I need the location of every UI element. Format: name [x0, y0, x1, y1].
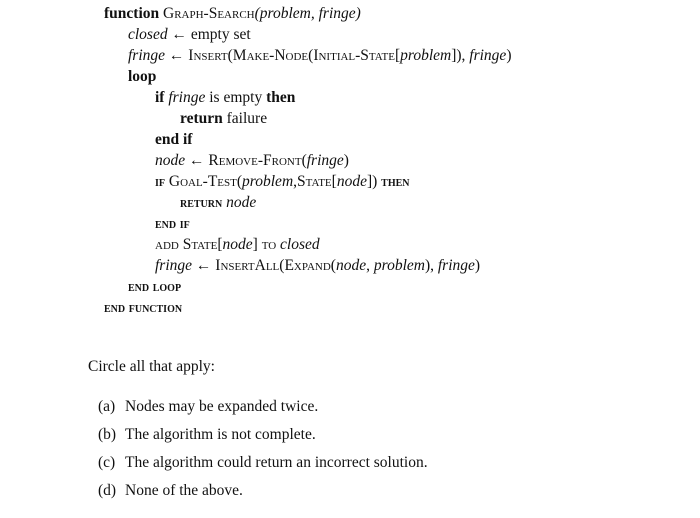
fringe-arg: fringe — [306, 152, 344, 169]
problem-arg: problem — [242, 173, 294, 190]
state-fn: State — [297, 173, 332, 190]
state-fn: State — [182, 236, 218, 253]
return-keyword: return — [180, 110, 223, 127]
node-arg: node — [335, 257, 367, 274]
expand-fn: Expand — [284, 257, 331, 274]
function-name: Graph-Search — [163, 5, 255, 22]
then-keyword: then — [266, 89, 296, 106]
end-if-keyword: end if — [155, 131, 193, 148]
fringe-var: fringe — [155, 257, 193, 274]
end-function-keyword: end function — [104, 300, 183, 316]
option-label: (b) — [98, 426, 117, 443]
if-keyword: if — [155, 174, 165, 190]
to-keyword: to — [261, 236, 277, 253]
is-empty-text: is empty — [209, 89, 263, 106]
option-text: Nodes may be expanded twice. — [125, 398, 319, 415]
option-a[interactable] — [98, 397, 318, 417]
problem-arg: problem — [373, 257, 425, 274]
node-value: node — [226, 194, 257, 211]
closed-var: closed — [128, 26, 168, 43]
option-label: (c) — [98, 454, 116, 471]
option-d[interactable] — [98, 481, 243, 501]
option-c[interactable] — [98, 453, 428, 473]
algo-line-goal-test: if Goal-Test(problem,State[node]) then — [155, 173, 410, 190]
assign-arrow: ← — [195, 257, 212, 274]
option-label: (a) — [98, 398, 116, 415]
add-keyword: add — [155, 236, 179, 253]
problem-arg: problem — [400, 47, 452, 64]
empty-set: empty set — [190, 26, 251, 43]
question-prompt: Circle all that apply: — [88, 358, 215, 375]
fringe-arg: fringe — [469, 47, 507, 64]
end-loop-keyword: end loop — [128, 279, 182, 295]
insert-fn: Insert — [188, 47, 228, 64]
make-node-fn: Make-Node — [232, 47, 309, 64]
algo-line-return-node — [180, 193, 256, 213]
option-text: The algorithm is not complete. — [125, 426, 316, 443]
fringe-var: fringe — [168, 89, 206, 106]
then-keyword: then — [381, 174, 410, 190]
closed-target: closed — [280, 236, 320, 253]
node-arg: node — [336, 173, 367, 190]
algo-line-fringe-init: fringe ← Insert(Make-Node(Initial-State[problem]), fringe) — [128, 47, 512, 64]
function-args: (problem, fringe) — [254, 5, 361, 22]
algo-header — [104, 4, 361, 24]
assign-arrow: ← — [171, 26, 187, 43]
return-keyword: return — [180, 195, 223, 211]
option-b[interactable] — [98, 425, 316, 445]
algo-line-add: add State[node] to closed — [155, 236, 320, 253]
initial-state-fn: Initial-State — [313, 47, 395, 64]
fringe-var: fringe — [128, 47, 166, 64]
assign-arrow: ← — [168, 47, 185, 64]
assign-arrow: ← — [189, 152, 205, 169]
option-text: The algorithm could return an incorrect solution. — [125, 454, 428, 471]
option-label: (d) — [98, 482, 117, 499]
insertall-fn: InsertAll — [215, 257, 280, 274]
algo-line-return-failure — [180, 109, 267, 129]
remove-front-fn: Remove-Front — [208, 152, 302, 169]
option-text: None of the above. — [125, 482, 243, 499]
end-if-upper-keyword: end if — [155, 216, 190, 232]
algo-line-fringe-insertall: fringe ← InsertAll(Expand(node, problem), fringe) — [155, 257, 481, 274]
loop-keyword: loop — [128, 68, 157, 85]
failure-value: failure — [226, 110, 268, 127]
goal-test-fn: Goal-Test — [168, 173, 237, 190]
algo-line-node: node ← Remove-Front(fringe) — [155, 152, 349, 169]
algo-line-closed — [128, 25, 251, 45]
fringe-arg: fringe — [437, 257, 475, 274]
function-keyword: function — [104, 5, 160, 22]
algo-line-if-empty — [155, 88, 295, 108]
node-arg: node — [222, 236, 253, 253]
if-keyword: if — [155, 89, 165, 106]
node-var: node — [155, 152, 186, 169]
